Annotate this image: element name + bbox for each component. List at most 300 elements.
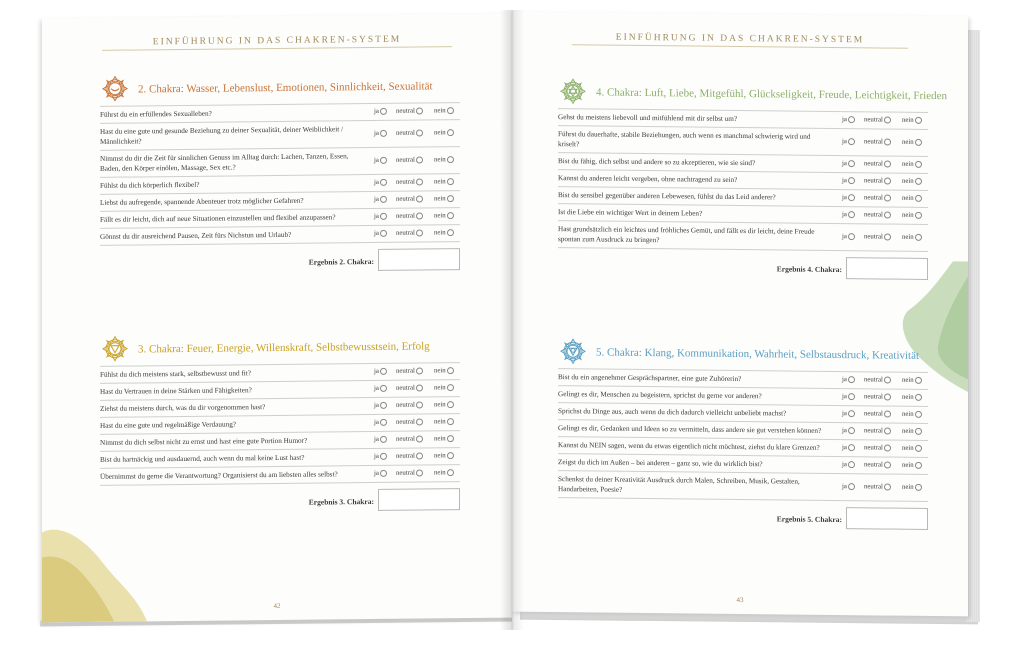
option-label: ja: [374, 435, 379, 443]
radio-circle-icon[interactable]: [848, 444, 855, 451]
ja-option[interactable]: [374, 178, 387, 188]
radio-circle-icon[interactable]: [416, 156, 423, 163]
neutral-option[interactable]: [864, 115, 891, 125]
neutral-option[interactable]: [396, 400, 423, 410]
ja-option[interactable]: [374, 129, 387, 139]
radio-circle-icon[interactable]: [884, 444, 891, 451]
radio-circle-icon[interactable]: [380, 179, 387, 186]
option-label: neutral: [396, 156, 415, 164]
nein-option[interactable]: [434, 400, 454, 410]
radio-circle-icon[interactable]: [416, 367, 423, 374]
option-label: ja: [374, 156, 379, 164]
option-label: nein: [434, 384, 446, 392]
ja-option[interactable]: [374, 435, 387, 445]
ja-option[interactable]: [842, 115, 855, 125]
radio-circle-icon[interactable]: [915, 234, 922, 241]
option-label: ja: [842, 116, 847, 124]
question-row: [558, 126, 928, 157]
ja-option[interactable]: [842, 460, 855, 470]
option-label: ja: [842, 393, 847, 401]
ja-option[interactable]: [374, 418, 387, 428]
neutral-option[interactable]: [864, 159, 891, 169]
radio-circle-icon[interactable]: [915, 411, 922, 418]
radio-circle-icon[interactable]: [915, 377, 922, 384]
radio-circle-icon[interactable]: [416, 401, 423, 408]
result-row: [100, 248, 460, 278]
radio-circle-icon[interactable]: [380, 130, 387, 137]
radio-circle-icon[interactable]: [848, 410, 855, 417]
option-label: neutral: [864, 376, 883, 384]
ja-option[interactable]: [374, 195, 387, 205]
option-label: nein: [902, 160, 914, 168]
neutral-option[interactable]: [396, 434, 423, 444]
radio-circle-icon[interactable]: [848, 211, 855, 218]
question-text: Nimmst du dich selbst nicht zu ernst und hast eine gute Portion Humor?: [100, 436, 308, 447]
option-label: ja: [842, 233, 847, 241]
nein-option[interactable]: [434, 228, 454, 238]
option-label: nein: [434, 107, 446, 115]
radio-circle-icon[interactable]: [915, 484, 922, 491]
nein-option[interactable]: [902, 211, 922, 221]
radio-circle-icon[interactable]: [848, 461, 855, 468]
option-label: nein: [902, 194, 914, 202]
radio-circle-icon[interactable]: [447, 129, 454, 136]
radio-circle-icon[interactable]: [915, 445, 922, 452]
option-label: nein: [902, 211, 914, 219]
option-label: ja: [374, 452, 379, 460]
neutral-option[interactable]: [864, 375, 891, 385]
radio-circle-icon[interactable]: [380, 213, 387, 220]
question-text: Bist du ein angenehmer Gesprächspartner, eine gute Zuhörerin?: [558, 373, 742, 384]
option-label: neutral: [864, 194, 883, 202]
option-label: ja: [374, 384, 379, 392]
radio-circle-icon[interactable]: [380, 419, 387, 426]
radio-circle-icon[interactable]: [915, 462, 922, 469]
option-label: ja: [374, 229, 379, 237]
ja-option[interactable]: [374, 212, 387, 222]
question-text: Zeigst du dich im Außen – bei anderen – ganz so, wie du wirklich bist?: [558, 458, 763, 469]
chakra-2-section: [100, 70, 460, 278]
chakra-topics: Feuer, Energie, Willenskraft, Selbstbewusstsein, Erfolg: [183, 340, 430, 355]
nein-option[interactable]: [902, 177, 922, 187]
nein-option[interactable]: [902, 376, 922, 386]
option-label: ja: [374, 107, 379, 115]
option-label: nein: [434, 212, 446, 220]
question-text: Liebst du aufregende, spannende Abenteuer trotz möglicher Gefahren?: [100, 196, 304, 207]
question-text: Gelingt es dir, Menschen zu begeistern, sprichst du gerne vor anderen?: [558, 390, 762, 401]
option-label: neutral: [396, 452, 415, 460]
ja-option[interactable]: [842, 210, 855, 220]
nein-option[interactable]: [434, 451, 454, 461]
radio-circle-icon[interactable]: [848, 160, 855, 167]
option-label: neutral: [396, 229, 415, 237]
radio-circle-icon[interactable]: [915, 178, 922, 185]
radio-circle-icon[interactable]: [447, 469, 454, 476]
chakra-number: 2. Chakra:: [138, 82, 184, 96]
radio-circle-icon[interactable]: [416, 469, 423, 476]
result-label: Ergebnis 5. Chakra:: [776, 514, 842, 525]
nein-option[interactable]: [434, 177, 454, 187]
nein-option[interactable]: [434, 468, 454, 478]
option-label: ja: [842, 211, 847, 219]
neutral-option[interactable]: [864, 210, 891, 220]
option-label: ja: [842, 194, 847, 202]
radio-circle-icon[interactable]: [380, 157, 387, 164]
question-text: Ist die Liebe ein wichtiger Wert in deinem Leben?: [558, 208, 703, 218]
question-text: Kannst du anderen leicht vergeben, ohne nachtragend zu sein?: [558, 174, 738, 184]
nein-option[interactable]: [902, 461, 922, 471]
option-label: ja: [842, 376, 847, 384]
option-label: neutral: [864, 393, 883, 401]
question-text: Fällt es dir leicht, dich auf neue Situationen einzustellen und flexibel anzupassen?: [100, 213, 336, 224]
option-label: neutral: [864, 483, 883, 491]
radio-circle-icon[interactable]: [416, 384, 423, 391]
ja-option[interactable]: [842, 159, 855, 169]
option-label: ja: [842, 461, 847, 469]
question-text: Nimmst du dir die Zeit für sinnlichen Genuss im Alltag durch: Lachen, Tanzen, Essen, Baden, den Körper einölen, Massage, Sex etc.?: [100, 152, 349, 173]
radio-circle-icon[interactable]: [884, 160, 891, 167]
option-label: neutral: [396, 469, 415, 477]
neutral-option[interactable]: [396, 383, 423, 393]
radio-circle-icon[interactable]: [915, 394, 922, 401]
option-label: neutral: [864, 410, 883, 418]
option-label: nein: [434, 129, 446, 137]
radio-circle-icon[interactable]: [380, 196, 387, 203]
neutral-option[interactable]: [396, 155, 423, 165]
ja-option[interactable]: [842, 426, 855, 436]
radio-circle-icon[interactable]: [416, 178, 423, 185]
option-label: ja: [374, 212, 379, 220]
radio-circle-icon[interactable]: [884, 483, 891, 490]
nein-option[interactable]: [434, 417, 454, 427]
neutral-option[interactable]: [396, 451, 423, 461]
neutral-option[interactable]: [396, 468, 423, 478]
option-label: nein: [902, 177, 914, 185]
radio-circle-icon[interactable]: [884, 177, 891, 184]
section-title: [138, 80, 433, 95]
question-text: Schenkst du deiner Kreativität Ausdruck durch Malen, Schreiben, Musik, Gestalten, Handarbeiten, Poesie?: [558, 475, 800, 494]
option-label: ja: [842, 138, 847, 146]
neutral-option[interactable]: [864, 232, 891, 242]
option-label: neutral: [396, 107, 415, 115]
radio-circle-icon[interactable]: [884, 393, 891, 400]
neutral-option[interactable]: [864, 176, 891, 186]
ja-option[interactable]: [842, 176, 855, 186]
option-label: ja: [374, 367, 379, 375]
radio-circle-icon[interactable]: [447, 195, 454, 202]
question-text: Hast du eine gute und regelmäßige Verdauung?: [100, 420, 236, 430]
radio-circle-icon[interactable]: [884, 138, 891, 145]
ja-option[interactable]: [374, 367, 387, 377]
radio-circle-icon[interactable]: [447, 107, 454, 114]
radio-circle-icon[interactable]: [447, 178, 454, 185]
option-label: nein: [434, 178, 446, 186]
nein-option[interactable]: [902, 410, 922, 420]
neutral-option[interactable]: [864, 409, 891, 419]
neutral-option[interactable]: [396, 417, 423, 427]
ja-option[interactable]: [842, 482, 855, 492]
page-stack-right-edge: [966, 30, 980, 622]
radio-circle-icon[interactable]: [416, 229, 423, 236]
throat-chakra-icon: [558, 336, 588, 366]
question-row: [100, 147, 460, 178]
question-text: Führst du ein erfüllendes Sexualleben?: [100, 109, 212, 119]
neutral-option[interactable]: [864, 460, 891, 470]
question-text: Gelingt es dir, Gedanken und Ideen so zu vermitteln, dass andere sie gut verstehen können?: [558, 424, 822, 435]
question-text: Gehst du meistens liebevoll und mitfühlend mit dir selbst um?: [558, 113, 738, 123]
radio-circle-icon[interactable]: [848, 177, 855, 184]
question-row: [100, 225, 460, 246]
nein-option[interactable]: [434, 366, 454, 376]
radio-circle-icon[interactable]: [380, 453, 387, 460]
radio-circle-icon[interactable]: [848, 194, 855, 201]
ja-option[interactable]: [374, 469, 387, 479]
option-label: neutral: [864, 116, 883, 124]
option-label: nein: [434, 367, 446, 375]
radio-circle-icon[interactable]: [380, 470, 387, 477]
question-text: Bist du sensibel gegenüber anderen Lebewesen, fühlst du das Leid anderer?: [558, 191, 776, 202]
chakra-number: 4. Chakra:: [596, 86, 642, 99]
option-label: nein: [434, 418, 446, 426]
radio-circle-icon[interactable]: [380, 436, 387, 443]
radio-circle-icon[interactable]: [447, 156, 454, 163]
neutral-option[interactable]: [396, 194, 423, 204]
chakra-topics: Luft, Liebe, Mitgefühl, Glückseligkeit, Freude, Leichtigkeit, Frieden: [641, 86, 947, 103]
option-label: neutral: [396, 435, 415, 443]
radio-circle-icon[interactable]: [848, 393, 855, 400]
ja-option[interactable]: [842, 375, 855, 385]
nein-option[interactable]: [434, 155, 454, 165]
neutral-option[interactable]: [396, 211, 423, 221]
radio-circle-icon[interactable]: [915, 428, 922, 435]
question-text: Übernimmst du gerne die Verantwortung? Organisierst du am liebsten alles selbst?: [100, 470, 338, 481]
option-label: neutral: [864, 233, 883, 241]
option-label: nein: [902, 393, 914, 401]
neutral-option[interactable]: [396, 128, 423, 138]
question-text: Ziehst du meistens durch, was du dir vorgenommen hast?: [100, 403, 266, 413]
radio-circle-icon[interactable]: [380, 385, 387, 392]
option-label: nein: [434, 401, 446, 409]
neutral-option[interactable]: [864, 443, 891, 453]
radio-circle-icon[interactable]: [848, 376, 855, 383]
question-text: Fühlst du dich meistens stark, selbstbewusst und fit?: [100, 369, 251, 379]
question-text: Führst du dauerhafte, stabile Beziehungen, auch wenn es manchmal schwierig wird und kriselt?: [558, 130, 811, 149]
radio-circle-icon[interactable]: [416, 452, 423, 459]
nein-option[interactable]: [902, 444, 922, 454]
question-row: [100, 120, 460, 151]
radio-circle-icon[interactable]: [416, 212, 423, 219]
option-label: ja: [842, 483, 847, 491]
nein-option[interactable]: [902, 194, 922, 204]
option-label: neutral: [864, 427, 883, 435]
radio-circle-icon[interactable]: [848, 138, 855, 145]
radio-circle-icon[interactable]: [848, 427, 855, 434]
nein-option[interactable]: [902, 427, 922, 437]
option-label: nein: [902, 410, 914, 418]
chakra-topics: Wasser, Lebenslust, Emotionen, Sinnlichkeit, Sexualität: [183, 80, 433, 95]
result-label: Ergebnis 2. Chakra:: [308, 256, 374, 267]
nein-option[interactable]: [434, 383, 454, 393]
heart-chakra-icon: [558, 76, 588, 106]
nein-option[interactable]: [434, 434, 454, 444]
radio-circle-icon[interactable]: [447, 384, 454, 391]
radio-circle-icon[interactable]: [848, 116, 855, 123]
question-text: Kannst du NEIN sagen, wenn du etwas eigentlich nicht möchtest, ziehst du klare Grenzen?: [558, 441, 820, 452]
option-label: neutral: [396, 195, 415, 203]
option-label: neutral: [864, 160, 883, 168]
option-label: nein: [434, 435, 446, 443]
option-label: ja: [842, 410, 847, 418]
ja-option[interactable]: [374, 229, 387, 239]
radio-circle-icon[interactable]: [416, 195, 423, 202]
option-label: neutral: [864, 461, 883, 469]
question-row: [558, 221, 928, 252]
nein-option[interactable]: [902, 116, 922, 126]
radio-circle-icon[interactable]: [447, 212, 454, 219]
option-label: nein: [902, 376, 914, 384]
page-number: 42: [273, 601, 281, 611]
result-input-box[interactable]: [378, 488, 460, 511]
nein-option[interactable]: [434, 106, 454, 116]
radio-circle-icon[interactable]: [915, 161, 922, 168]
question-text: Gönnst du dir ausreichend Pausen, Zeit fürs Nichstun und Urlaub?: [100, 230, 292, 241]
right-page: [512, 12, 968, 617]
nein-option[interactable]: [902, 483, 922, 493]
radio-circle-icon[interactable]: [915, 117, 922, 124]
nein-option[interactable]: [434, 128, 454, 138]
radio-circle-icon[interactable]: [416, 107, 423, 114]
ja-option[interactable]: [842, 392, 855, 402]
nein-option[interactable]: [902, 393, 922, 403]
radio-circle-icon[interactable]: [915, 195, 922, 202]
question-text: Bist du fähig, dich selbst und andere so zu akzeptieren, wie sie sind?: [558, 157, 756, 168]
option-label: ja: [374, 469, 379, 477]
option-label: nein: [902, 483, 914, 491]
neutral-option[interactable]: [864, 392, 891, 402]
nein-option[interactable]: [902, 138, 922, 148]
left-page: [42, 14, 512, 623]
option-label: nein: [902, 444, 914, 452]
radio-circle-icon[interactable]: [884, 461, 891, 468]
radio-circle-icon[interactable]: [416, 418, 423, 425]
option-label: nein: [902, 233, 914, 241]
neutral-option[interactable]: [864, 482, 891, 492]
result-input-box[interactable]: [378, 248, 460, 271]
radio-circle-icon[interactable]: [884, 194, 891, 201]
radio-circle-icon[interactable]: [447, 452, 454, 459]
neutral-option[interactable]: [864, 426, 891, 436]
option-label: nein: [434, 452, 446, 460]
result-input-box[interactable]: [846, 257, 928, 280]
radio-circle-icon[interactable]: [416, 129, 423, 136]
radio-circle-icon[interactable]: [848, 233, 855, 240]
chakra-3-section: [100, 330, 460, 518]
radio-circle-icon[interactable]: [884, 376, 891, 383]
radio-circle-icon[interactable]: [447, 435, 454, 442]
question-text: Hast grundsätzlich ein leichtes und fröhliches Gemüt, und fällt es dir leicht, deine Freude spontan zum Ausdruck zu bringen?: [558, 225, 815, 245]
neutral-option[interactable]: [396, 228, 423, 238]
radio-circle-icon[interactable]: [848, 483, 855, 490]
radio-circle-icon[interactable]: [380, 368, 387, 375]
radio-circle-icon[interactable]: [884, 211, 891, 218]
result-row: [558, 254, 928, 284]
question-text: Fühlst du dich körperlich flexibel?: [100, 180, 200, 190]
question-text: Hast du eine gute und gesunde Beziehung zu deiner Sexualität, deiner Weiblichkeit / Männlichkeit?: [100, 125, 343, 146]
running-head: EINFÜHRUNG IN DAS CHAKREN-SYSTEM: [152, 34, 402, 48]
ja-option[interactable]: [374, 401, 387, 411]
ja-option[interactable]: [374, 107, 387, 117]
result-row: [558, 504, 928, 534]
nein-option[interactable]: [434, 194, 454, 204]
radio-circle-icon[interactable]: [447, 229, 454, 236]
radio-circle-icon[interactable]: [447, 367, 454, 374]
result-row: [100, 488, 460, 518]
ja-option[interactable]: [374, 452, 387, 462]
neutral-option[interactable]: [396, 366, 423, 376]
page-number: 43: [736, 595, 744, 605]
radio-circle-icon[interactable]: [380, 230, 387, 237]
result-input-box[interactable]: [846, 507, 928, 530]
option-label: neutral: [396, 178, 415, 186]
result-label: Ergebnis 4. Chakra:: [776, 264, 842, 275]
radio-circle-icon[interactable]: [915, 212, 922, 219]
result-label: Ergebnis 3. Chakra:: [308, 496, 374, 507]
option-label: ja: [842, 444, 847, 452]
option-label: nein: [434, 156, 446, 164]
option-label: ja: [842, 177, 847, 185]
chakra-4-section: [558, 76, 947, 284]
question-row: [558, 471, 928, 502]
section-title: [596, 86, 947, 102]
ja-option[interactable]: [842, 137, 855, 147]
radio-circle-icon[interactable]: [884, 233, 891, 240]
chakra-number: 3. Chakra:: [138, 342, 184, 356]
radio-circle-icon[interactable]: [447, 418, 454, 425]
option-label: neutral: [864, 444, 883, 452]
ja-option[interactable]: [374, 384, 387, 394]
radio-circle-icon[interactable]: [884, 410, 891, 417]
nein-option[interactable]: [902, 233, 922, 243]
nein-option[interactable]: [434, 211, 454, 221]
option-label: ja: [374, 401, 379, 409]
ja-option[interactable]: [842, 232, 855, 242]
ja-option[interactable]: [842, 193, 855, 203]
radio-circle-icon[interactable]: [416, 435, 423, 442]
question-text: Bist du hartnäckig und ausdauernd, auch wenn du mal keine Lust hast?: [100, 453, 305, 464]
radio-circle-icon[interactable]: [380, 108, 387, 115]
neutral-option[interactable]: [396, 177, 423, 187]
radio-circle-icon[interactable]: [380, 402, 387, 409]
radio-circle-icon[interactable]: [447, 401, 454, 408]
ja-option[interactable]: [842, 409, 855, 419]
nein-option[interactable]: [902, 160, 922, 170]
section-title: [596, 346, 919, 361]
option-label: nein: [902, 427, 914, 435]
question-text: Sprichst du Dinge aus, auch wenn du dich dadurch vielleicht unbeliebt machst?: [558, 407, 787, 418]
ja-option[interactable]: [374, 156, 387, 166]
radio-circle-icon[interactable]: [884, 116, 891, 123]
neutral-option[interactable]: [864, 137, 891, 147]
ja-option[interactable]: [842, 443, 855, 453]
option-label: neutral: [396, 418, 415, 426]
radio-circle-icon[interactable]: [884, 427, 891, 434]
option-label: neutral: [864, 138, 883, 146]
option-label: nein: [902, 116, 914, 124]
chakra-topics: Klang, Kommunikation, Wahrheit, Selbstausdruck, Kreativität: [641, 346, 920, 362]
radio-circle-icon[interactable]: [915, 139, 922, 146]
neutral-option[interactable]: [396, 106, 423, 116]
neutral-option[interactable]: [864, 193, 891, 203]
